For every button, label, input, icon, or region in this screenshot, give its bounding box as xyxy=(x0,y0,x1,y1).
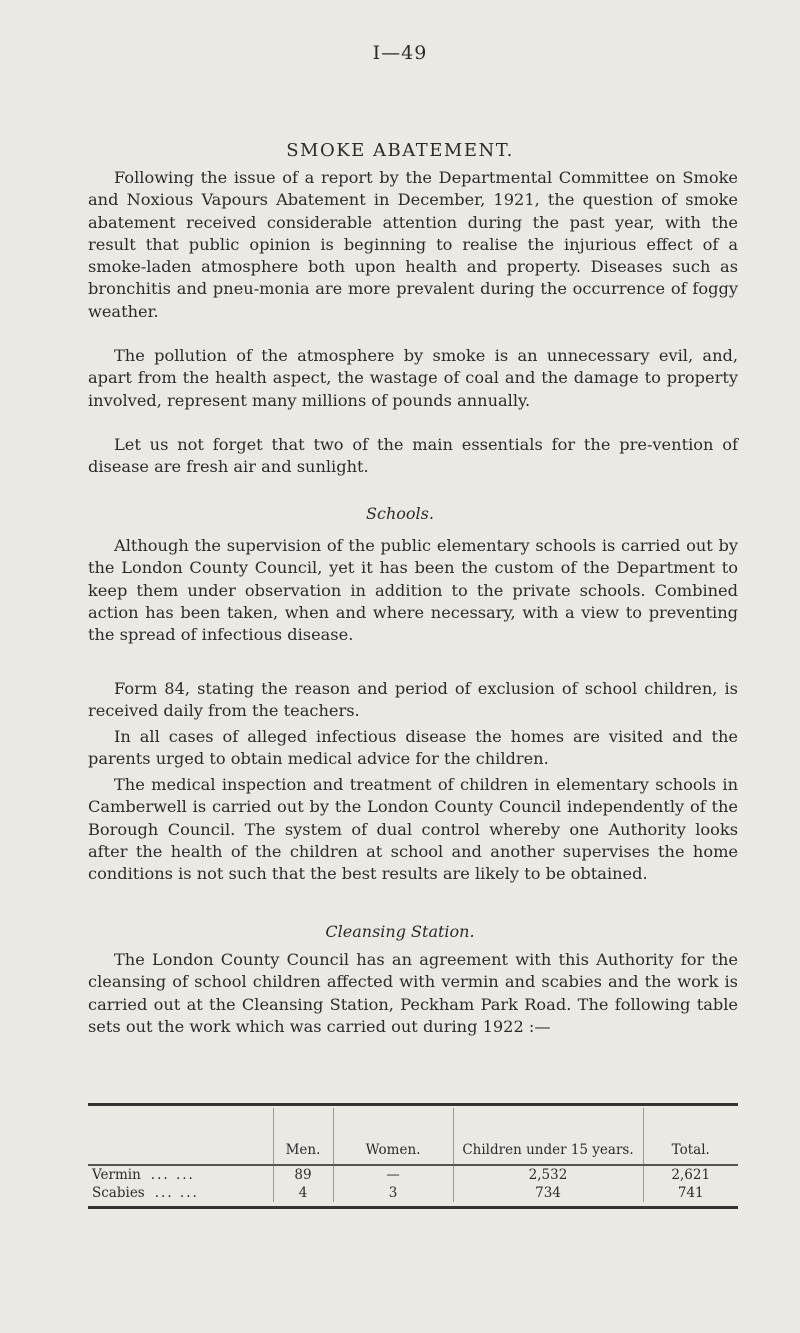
cell-total: 741 xyxy=(643,1184,738,1202)
cell-children: 734 xyxy=(453,1184,643,1202)
column-header-men: Men. xyxy=(273,1108,333,1165)
table-row xyxy=(88,1165,738,1184)
table-header-row xyxy=(88,1108,738,1165)
paragraph: The medical inspection and treatment of children in elementary schools in Camberwell is carried out by the London County Council independently of the Borough Council. The system of dual control whereby one Authority looks after the health of the children at school and another supervises the home conditions is not such that the best results are likely to be obtained. xyxy=(88,775,738,884)
cell-women: 3 xyxy=(333,1184,453,1202)
paragraph: Following the issue of a report by the Departmental Committee on Smoke and Noxious Vapours Abatement in December, 1921, the question of smoke abatement received considerable attention during the past year, with the result that public opinion is beginning to realise the injurious effect of a smoke-laden atmosphere both upon health and property. Diseases such as bronchitis and pneu-monia are more prevalent during the occurrence of foggy weather. xyxy=(88,168,738,321)
page-number: I—49 xyxy=(372,42,428,64)
paragraph: Form 84, stating the reason and period of exclusion of school children, is received daily from the teachers. xyxy=(88,679,738,721)
paragraph: Let us not forget that two of the main essentials for the pre-vention of disease are fresh air and sunlight. xyxy=(88,435,738,477)
column-header-total: Total. xyxy=(643,1108,738,1165)
row-label: Vermin ... ... xyxy=(92,1167,195,1183)
table-header-blank xyxy=(88,1108,273,1165)
cell-total: 2,621 xyxy=(643,1165,738,1184)
cell-children: 2,532 xyxy=(453,1165,643,1184)
cell-men: 89 xyxy=(273,1165,333,1184)
table-row xyxy=(88,1184,738,1202)
row-label: Scabies ... ... xyxy=(92,1185,199,1201)
paragraph: The London County Council has an agreement with this Authority for the cleansing of school children affected with vermin and scabies and the work is carried out at the Cleansing Station, Peckham Park Road. The following table sets out the work which was carried out during 1922 :— xyxy=(88,950,738,1036)
paragraph: Although the supervision of the public elementary schools is carried out by the London County Council, yet it has been the custom of the Department to keep them under observation in addition to the private schools. Combined action has been taken, when and where necessary, with a view to preventing the spread of infectious disease. xyxy=(88,536,738,645)
cleansing-table xyxy=(88,1103,738,1209)
column-header-children: Children under 15 years. xyxy=(453,1108,643,1165)
section-heading-schools: Schools. xyxy=(366,504,434,523)
column-header-women: Women. xyxy=(333,1108,453,1165)
paragraph: The pollution of the atmosphere by smoke is an unnecessary evil, and, apart from the health aspect, the wastage of coal and the damage to property involved, represent many millions of pounds annually. xyxy=(88,346,738,410)
section-heading-cleansing-station: Cleansing Station. xyxy=(325,922,475,941)
cell-men: 4 xyxy=(273,1184,333,1202)
section-title-smoke-abatement: SMOKE ABATEMENT. xyxy=(286,140,514,161)
cell-women: — xyxy=(333,1165,453,1184)
paragraph: In all cases of alleged infectious disease the homes are visited and the parents urged to obtain medical advice for the children. xyxy=(88,727,738,769)
